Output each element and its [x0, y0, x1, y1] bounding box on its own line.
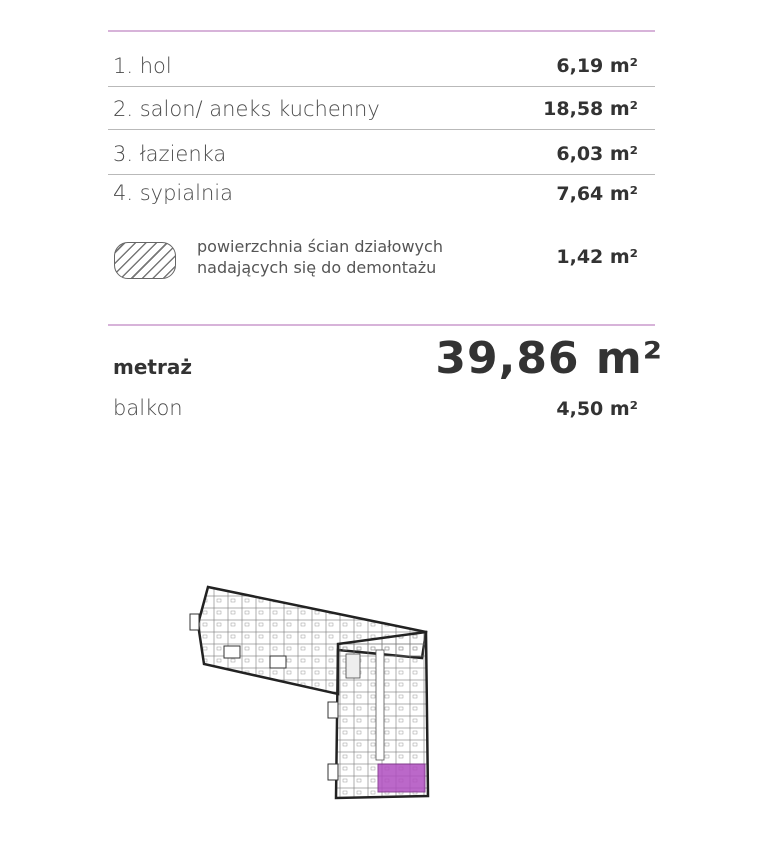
room-area: 6,03 m² [556, 143, 638, 165]
balcony [328, 764, 338, 780]
row-divider [108, 86, 655, 87]
room-label: 1. hol [113, 54, 172, 78]
balcony-label: balkon [113, 396, 183, 420]
stair-core [346, 654, 360, 678]
hatch-pattern-icon [114, 242, 176, 279]
room-label: 4. sypialnia [113, 181, 233, 205]
highlighted-apartment [378, 764, 425, 792]
room-area: 7,64 m² [556, 183, 638, 205]
corridor [376, 650, 384, 760]
balcony [224, 646, 240, 658]
room-area: 18,58 m² [543, 98, 638, 120]
balcony [328, 702, 338, 718]
summary-divider [108, 324, 655, 326]
partition-note-line1: powierzchnia ścian działowych [197, 237, 443, 256]
room-label: 2. salon/ aneks kuchenny [113, 97, 380, 121]
building-floor-plan [186, 584, 442, 804]
partition-note-line2: nadających się do demontażu [197, 258, 437, 277]
partition-walls-area: 1,42 m² [556, 246, 638, 268]
top-divider [108, 30, 655, 32]
row-divider [108, 174, 655, 175]
row-divider [108, 129, 655, 130]
metraz-value: 39,86 m² [435, 333, 663, 384]
balcony [190, 614, 199, 630]
partition-walls-note [197, 236, 443, 278]
room-area: 6,19 m² [556, 55, 638, 77]
room-label: 3. łazienka [113, 142, 227, 166]
metraz-label: metraż [113, 355, 192, 379]
balcony [270, 656, 286, 668]
balcony-area: 4,50 m² [556, 398, 638, 420]
